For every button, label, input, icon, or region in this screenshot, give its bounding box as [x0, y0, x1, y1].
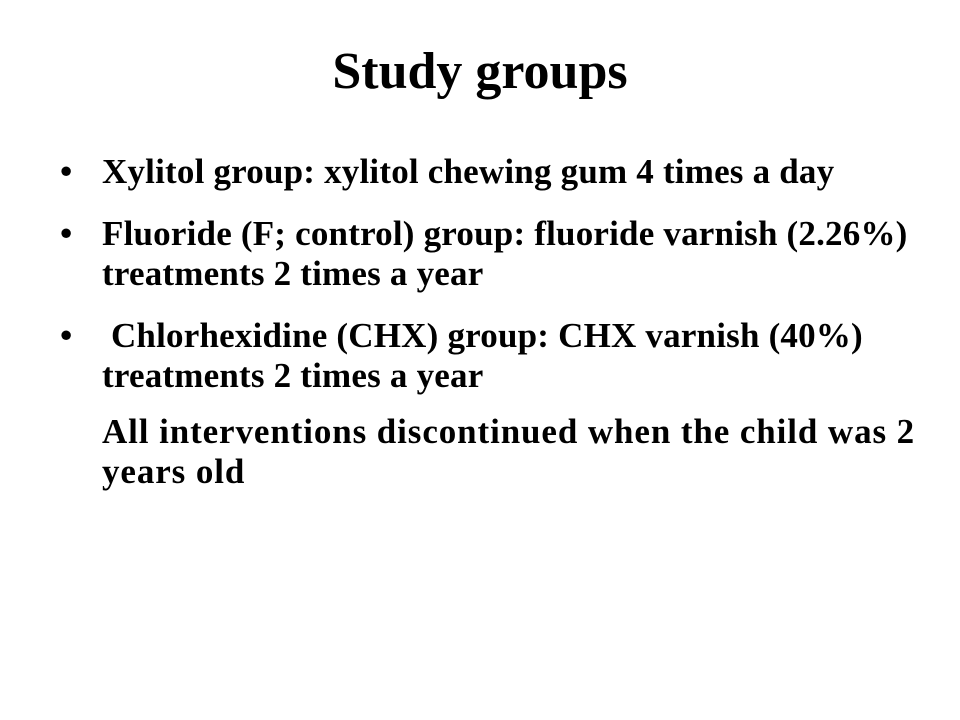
list-item-fluoride-group	[60, 214, 940, 294]
bullet-icon: •	[60, 316, 73, 355]
list-item-text: Fluoride (F; control) group: fluoride varnish (2.26%) treatments 2 times a year	[102, 214, 908, 293]
list-item-chx-group	[60, 316, 940, 396]
list-item-text: Chlorhexidine (CHX) group: CHX varnish (40%) treatments 2 times a year	[102, 316, 872, 395]
bullet-list	[60, 152, 940, 514]
bullet-icon: •	[60, 214, 73, 253]
slide-title: Study groups	[332, 43, 628, 100]
list-item-text: All interventions discontinued when the child was 2 years old	[102, 412, 916, 491]
list-item-interventions-note	[60, 412, 940, 492]
bullet-icon: •	[60, 152, 73, 191]
list-item-xylitol-group	[60, 152, 940, 192]
list-item-text: Xylitol group: xylitol chewing gum 4 times a day	[102, 152, 835, 191]
